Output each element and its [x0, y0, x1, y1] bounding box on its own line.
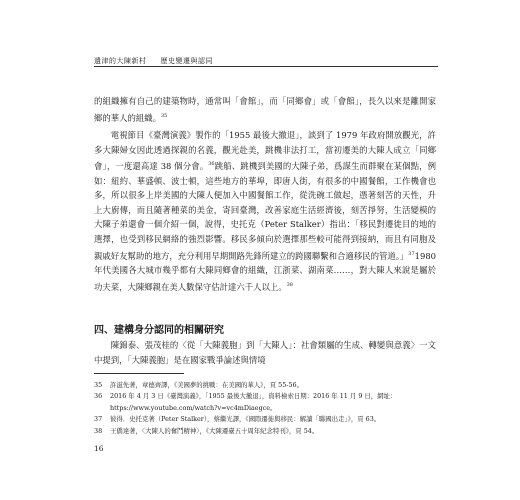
section-heading: 四、建構身分認同的相關研究 [94, 325, 224, 336]
footnote-text: 彼得．史托克著（Peter Stalker），蔡繼光譯，《國際遷徙與移民：解讀「聯國出走」》，頁 63。 [110, 415, 381, 424]
running-header [94, 56, 213, 66]
footnote-text: 王僑達著，〈大陳人的奮鬥精神〉，《大陳遷臺五十周年紀念特刊》，頁 54。 [110, 426, 319, 435]
paragraph-3 [94, 338, 436, 367]
footnote-item [94, 426, 438, 437]
paragraph-2-text-c: 1980 年代美國各大城市幾乎都有大陳同鄉會的組織，江浙菜、湖南菜……，對大陳人來說是屬於功夫菜，大陳鄉親在美人數保守估計達六千人以上。 [94, 250, 436, 292]
footnote-item [94, 380, 438, 391]
paragraph-1 [94, 94, 436, 125]
paragraph-3-text: 陳錦泰、張茂桂的〈從「大陳義胞」到「大陳人」：社會類屬的生成、轉變與意義〉一文中提到，「大陳義胞」是在國家戰爭論述與情境 [94, 340, 436, 365]
footnote-number: 37 [94, 415, 103, 424]
paragraph-2 [94, 128, 436, 294]
paragraph-2-text-b: 跳船、跳機到美國的大陳子弟，爲謀生而群聚在某個點，例如：紐約、華盛頓、波士頓，這些地方的華埠，即唐人街，有很多的中國餐館，工作機會也多，所以很多上岸美國的大陳人便加入中國餐館工作，從洗碗工做起，憑著刻苦的天性，升上大廚傳，而且隨著種菜的美金，寄回臺灣，改善家庭生活經濟後，刻苦掙努，生活變模的大陳子弟還會一個介紹一個，說得，史托克（Peter Stalker）指出：「移民對遷徙目的地的選擇，也受到移民網絡的強烈影響。移民多傾向於選擇那些較可能得到接納，而且有同胞及親戚好友幫助的地方，充分利用早期開路先鋒所建立的跨國聯繫和合適移民的管道。」 [94, 160, 436, 261]
footnote-ref-37: 37 [408, 250, 415, 257]
footnote-number: 35 [94, 381, 103, 389]
running-header-book-title: 遺津的大陳新村 [94, 57, 147, 65]
running-header-chapter-title: 歷史變遷與認同 [160, 57, 213, 65]
header-rule [94, 66, 438, 67]
footnote-text: 2016 年 4 月 3 日《臺灣演義》，「1955 最後大撤退」，資料檢索日期：2016 年 11 月 9 日，網址：https://www.youtube.com/watch?v=vc4mDiaegce。 [110, 392, 397, 412]
footnote-ref-35: 35 [161, 112, 168, 119]
footnote-number: 38 [94, 426, 103, 435]
paragraph-2-text-a: 電視節目《臺灣演義》製作的「1955 最後大撤退」，談到了 1979 年政府開放觀光，許多大陳婦女因此透過探親的名義，觀光赴美，跳機非法打工，當初遷美的大陳人成立「同鄉會」，一度還高達 38 個分會。 [94, 130, 436, 171]
footnote-item [94, 391, 438, 414]
footnote-rule [94, 373, 184, 374]
paragraph-1-text: 的組織擁有自己的建築物時，通常叫「會館」，而「同鄉會」或「會館」，長久以來是離開家鄉的華人的組織。 [94, 96, 436, 123]
page-number: 16 [94, 444, 104, 453]
footnote-ref-36: 36 [208, 161, 215, 168]
footnote-text: 許滋先著，章德齊譯，《美國夢的挑戰：在美國的華人》，頁 55-56。 [110, 381, 303, 389]
footnotes [94, 380, 438, 437]
footnote-number: 36 [94, 392, 103, 401]
footnote-ref-38: 38 [286, 281, 293, 288]
footnote-item [94, 414, 438, 425]
